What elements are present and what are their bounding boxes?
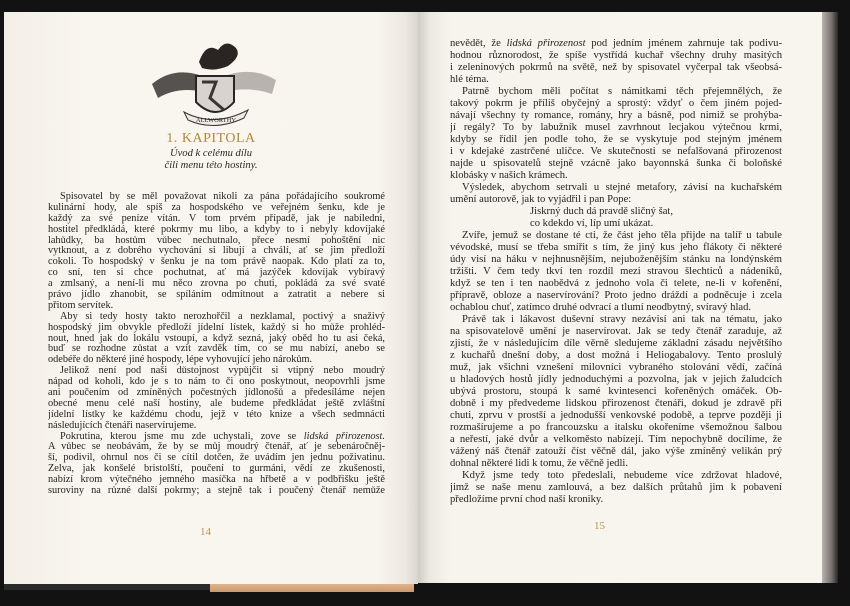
verse-quote <box>450 206 782 230</box>
paragraph <box>450 230 782 314</box>
text-line: u hladových hostů jídly jednoduchými a pozvolna, jak v jejich žaludcích <box>450 374 782 385</box>
text-line: hostitel předkládá, které pokrmy mu libo, a kdyby to i nebyly kdovíjaké <box>48 224 385 235</box>
text-line: hodnou různorodost, že spíše vystřídá kuchař všechny druhy masitých <box>450 50 782 61</box>
text-segment: Pokrutina, kterou jsme mu zde uchystali, zove se <box>60 431 304 442</box>
right-page <box>418 12 822 583</box>
text-line: umění autorově, jak to vyjádřil i pan Pope: <box>450 194 632 205</box>
text-line: A vůbec se neobávám, že by se můj moudrý čtenář, ať je sebenáročněj- <box>48 442 385 453</box>
text-line: kdyby se řídil jen podle toho, že se vyskytuje pod stejným jménem <box>450 134 782 145</box>
allworthy-crest-illustration <box>144 36 284 128</box>
text-line: každý za své peníze vítán. V tom prvém případě, jak je nabíledni, <box>48 213 385 224</box>
text-line: vévodské, musí se třeba smířit s tím, že jiný kus jeho flákoty či některé <box>450 242 782 253</box>
text-line: vážený náš čtenář zatouží číst věčně dál, jako výše zmíněný velikán prý <box>450 446 782 457</box>
text-segment: pod jedním jménem zahrnuje tak podivu- <box>585 38 782 49</box>
text-line: i v kdejaké zastrčené uličce. Ve skutečnosti se nefalšovaná přirozenost <box>450 146 782 157</box>
text-line: zjistí, že v následujícím díle věrně sledujeme základní zásadu největšího <box>450 338 782 349</box>
text-line: a zmlsaný, a není-li mu něco zrovna po chuti, pokládá za své svaté <box>48 279 385 290</box>
text-line: Právě tak i lákavost duševní stravy nezávisí ani tak na tématu, jako <box>462 314 782 325</box>
text-line: muž, jak všichni vznešení milovníci vybraného stolování vědí, začíná <box>450 362 782 373</box>
text-line: Želva, jak konšelé bristolští, poučení to gurmáni, vědí ze zkušenosti, <box>48 464 385 475</box>
paragraph <box>450 182 782 206</box>
left-page <box>4 12 418 584</box>
left-page-body <box>48 192 385 497</box>
paragraph <box>48 366 385 431</box>
text-line: Jelikož není pod naši důstojnost vypůjčit si vtipný nebo moudrý <box>60 366 385 377</box>
text-line: Zvíře, jemuž se dostane té cti, že část jeho těla přijde na talíř u tabule <box>462 230 782 241</box>
text-line: Jiskrný duch dá pravdě sličný šat, <box>530 206 673 217</box>
text-line: na spisovatelově umění je naservírovat. Jak se tedy čtenář zaraduje, až <box>450 326 782 337</box>
paragraph <box>450 470 782 506</box>
book-cover-edge <box>4 584 210 590</box>
text-line: ani poučením od zmíněných počestných jídlonošů a předesíláme nejen <box>48 388 385 399</box>
text-line: co kdekdo ví, líp umí ukázat. <box>530 218 654 229</box>
book-page-block-edge <box>210 584 414 592</box>
text-line: následujících čtenáři naservírujeme. <box>48 420 197 431</box>
paragraph <box>450 86 782 182</box>
text-line: jimž se naše menu zamlouvá, a bez dalších průtahů jim k pobavení <box>450 482 782 493</box>
text-line: Výsledek, abychom setrvali u stejné metafory, závisí na kuchařském <box>462 182 782 193</box>
text-line: najde u spisovatelů stejně vzácně jako bayonnská šunka či boloňské <box>450 158 782 169</box>
text-line: buď se rozhodne zůstat a vzít zavděk tím, co se mu nabízí, anebo se <box>48 344 385 355</box>
text-line: a neřestí, jaké dvůr a velkoměsto nabízejí. Tím nepochybně docílíme, že <box>450 434 782 445</box>
chapter-title: 1. KAPITOLA <box>166 131 256 146</box>
text-line: lahůdky, ba hostům vůbec nechutnalo, přece nesmí pohoštění nic <box>48 235 385 246</box>
text-line: Spisovatel by se měl považovat nikoli za pána pořádajícího soukromé <box>60 192 385 202</box>
text-line: kulinární hody, ale spíš za hospodského ve veřejném šenku, kde je <box>48 202 385 213</box>
paragraph <box>48 432 385 497</box>
text-line: když se ten i ten naobědvá z jednoho vola či telete, ne-li v kořenění, <box>450 278 782 289</box>
italic-term: lidská přirozenost. <box>303 431 385 442</box>
text-line: tržišti. V čem tedy tkví ten rozdíl mezi stravou šlechticů a nádeníků, <box>450 266 782 277</box>
text-line: nout, hned jak do lokálu vstoupí, a když sezná, jaký oběd ho tu asi čeká, <box>48 333 385 344</box>
text-line: ochablou chuť, zatímco druhé odvrací a tlumí neodbytný, svíravý hlad. <box>450 302 752 313</box>
text-line: cokoli. To hospodský v šenku je na tom právě naopak. Kdo platí za to, <box>48 257 385 268</box>
text-line: ší, podivil, ohrnul nos či se cítil dotčen, že uvádím jen jednu poživatinu. <box>48 453 385 464</box>
text-line: dobně i my předvedeme lidskou přirozenost čtenáři, dokud je zdravě při <box>450 398 782 409</box>
text-line: nápad od koholi, kdo je s to nám to či ono poskytnout, neopovrhli jsme <box>48 377 385 388</box>
paragraph <box>450 314 782 470</box>
text-line: Když jsme tedy toto předeslali, nebudeme více zdržovat hladové, <box>462 470 782 481</box>
text-line: dohnal některé lidi k tomu, že věčně jedli. <box>450 458 628 469</box>
text-line: Aby si tedy hosty takto nerozhořčil a nezklamal, poctivý a snaživý <box>60 311 385 322</box>
text-line <box>450 38 782 50</box>
text-line: co sní, ten si chce pochutnat, ať má jazýček kdovíjak vybíravý <box>48 268 385 279</box>
text-line: suroviny na různé další pokrmy; a stejně tak i poučený čtenář nemůže <box>48 486 385 497</box>
text-line: z kuchařů dnešní doby, a dost možná i Heliogabalovy. Tento proslulý <box>450 350 782 361</box>
paragraph <box>48 192 385 312</box>
text-line: rozmašírujeme a po francouzsku a italsku okořeníme všemožnou šalbou <box>450 422 782 433</box>
right-page-body <box>450 38 782 506</box>
text-line: chuti, zprvu v prostší a jednodušší venkovské podobě, a teprve později ji <box>450 410 782 421</box>
text-line: i zeleninových pokrmů na světě, než by spisovatel vyčerpal tak všeobsá- <box>450 62 782 73</box>
page-number: 15 <box>594 520 605 532</box>
paragraph <box>450 38 782 86</box>
chapter-subtitle-line: čili menu této hostiny. <box>164 160 258 171</box>
text-line: návají všechny ty romance, romány, hry a básně, pod nimiž se prohýba- <box>450 110 782 121</box>
text-line: odebéře do některé jiné hospody, lépe vyhovující jeho nárokům. <box>48 355 313 366</box>
chapter-subtitle-line: Úvod k celému dílu <box>169 148 253 159</box>
text-line: Patrně bychom měli počítat s námitkami těch přejemnělých, že <box>462 86 782 97</box>
chapter-heading <box>4 130 418 172</box>
paragraph <box>48 312 385 366</box>
text-line: právo jídlo zhanobit, se spíláním odmítnout a zatratit a nebere si <box>48 290 385 301</box>
page-number: 14 <box>200 526 211 538</box>
book-page-edge <box>822 12 838 583</box>
text-line: ubývá prostoru, stoupá k samé kvintesenci kořeněných omáček. Ob- <box>450 386 782 397</box>
text-segment: nevědět, že <box>450 38 507 49</box>
text-line: vytknout, a z dobrého vychování si libují a chválí, ať se jim předloží <box>48 246 385 257</box>
text-line: přitom servítek. <box>48 300 114 311</box>
text-line: jídelní lístky ke každému chodu, jejž v této knize a všech sedmnácti <box>48 409 385 420</box>
emblem-label: ALLWORTHY <box>195 117 237 124</box>
text-line: hlé téma. <box>450 74 489 85</box>
text-line: údy visí na háku v nejhnusnějším, nejuboženějším stánku na londýnském <box>450 254 782 265</box>
text-line: nabízí krom výtečného jemného masíčka na hřbetě a v podbřišku ještě <box>48 475 385 486</box>
text-line: takový pokrm je příliš obyčejný a sprostý: vždyť o čem jiném pojed- <box>450 98 782 109</box>
text-line: přípravě, obloze a naservírování? Proto jedno dráždí a podněcuje i zcela <box>450 290 782 301</box>
text-line: klobásky v našich krámech. <box>450 170 568 181</box>
text-line: hospodský jim obvykle předloží jídelní lístek, každý si ho může prohléd- <box>48 322 385 333</box>
text-line: předložíme první chod naší kroniky. <box>450 494 604 505</box>
italic-term: lidská přirozenost <box>506 38 586 49</box>
text-line: jí regály? To by labužník musel zavrhnout lecjakou výtečnou krmi, <box>450 122 782 133</box>
text-line <box>48 432 385 443</box>
text-line: obecné menu celé naší hostiny, ale budeme předkládat ještě zvláštní <box>48 398 385 409</box>
